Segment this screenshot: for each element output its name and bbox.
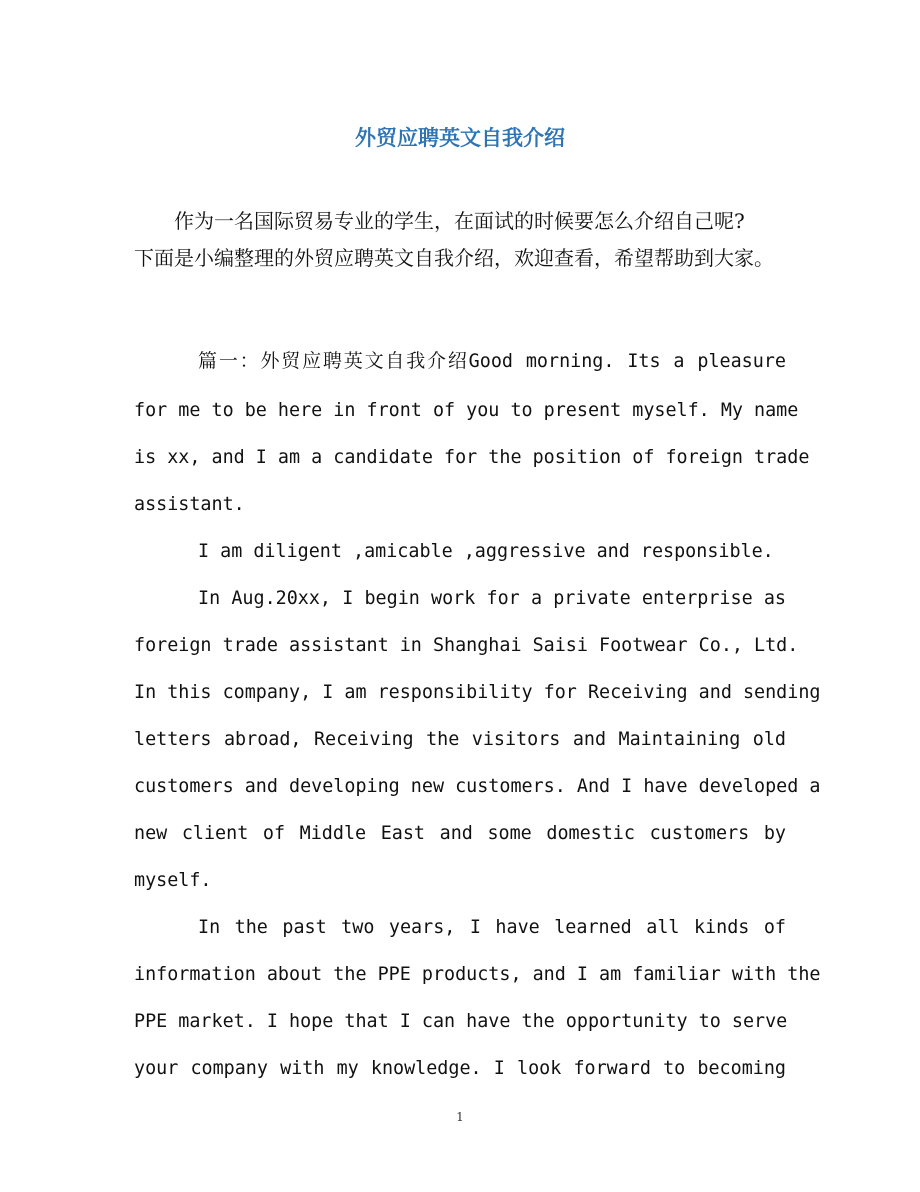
text-line: letters abroad, Receiving the visitors and Maintaining old [134, 729, 786, 750]
intro-line: 下面是小编整理的外贸应聘英文自我介绍，欢迎查看，希望帮助到大家。 [134, 246, 774, 270]
text-line: foreign trade assistant in Shanghai Saisi Footwear Co., Ltd. [134, 635, 799, 656]
text-line: customers and developing new customers. And I have developed a [134, 776, 821, 797]
text-line: for me to be here in front of you to present myself. My name [134, 400, 799, 421]
text-line: In the past two years, I have learned all kinds of [198, 917, 786, 938]
text-line: In Aug.20xx, I begin work for a private enterprise as [198, 588, 786, 609]
text-line: Good morning. Its a pleasure [468, 351, 786, 372]
text-line: In this company, I am responsibility for Receiving and sending [134, 682, 821, 703]
text-line: myself. [134, 870, 212, 891]
text-line: assistant. [134, 494, 245, 515]
text-line: information about the PPE products, and I am familiar with the [134, 964, 821, 985]
text-line: new client of Middle East and some domestic customers by [134, 823, 786, 844]
page-number: 1 [456, 1110, 464, 1124]
intro-paragraph [134, 203, 794, 277]
text-line: PPE market. I hope that I can have the opportunity to serve [134, 1011, 788, 1032]
section-first-line [198, 346, 786, 376]
text-line: is xx, and I am a candidate for the position of foreign trade [134, 447, 810, 468]
text-line: your company with my knowledge. I look forward to becoming [134, 1058, 786, 1079]
document-title: 外贸应聘英文自我介绍 [355, 125, 565, 150]
intro-line: 作为一名国际贸易专业的学生，在面试的时候要怎么介绍自己呢? [174, 209, 745, 233]
section-heading: 篇一：外贸应聘英文自我介绍 [198, 350, 469, 372]
text-line: I am diligent ,amicable ,aggressive and responsible. [198, 541, 774, 562]
